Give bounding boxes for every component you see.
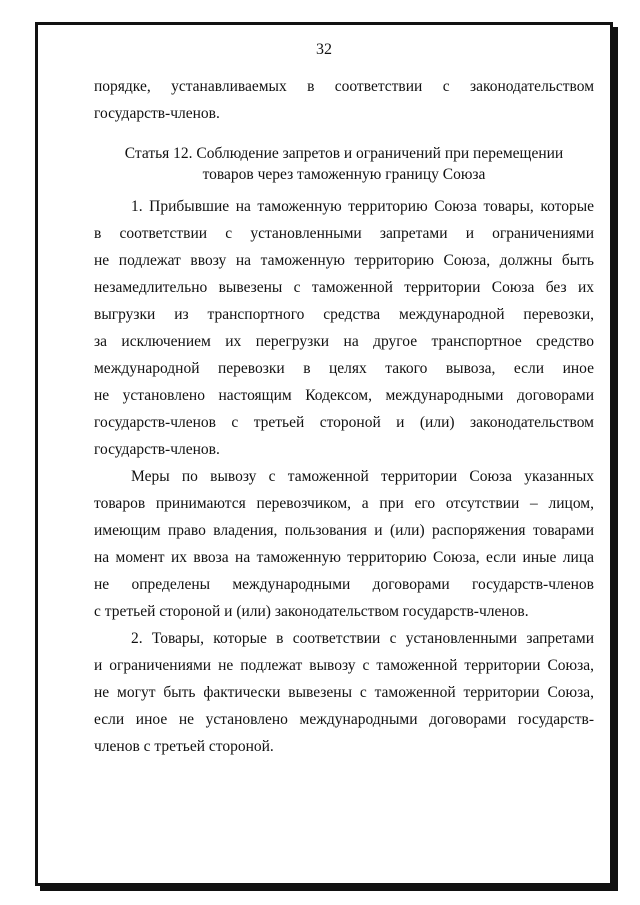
text-line: 2. Товары, которые в соответствии с установленными запретами <box>131 630 594 647</box>
intro-paragraph <box>94 73 594 127</box>
text-line: выгрузки из транспортного средства международной перевозки, <box>94 306 594 323</box>
paragraph-3 <box>94 625 594 760</box>
text-line: за исключением их перегрузки на другое транспортное средство <box>94 333 594 350</box>
text-line: не установлено настоящим Кодексом, международными договорами <box>94 387 594 404</box>
heading-line: Статья 12. Соблюдение запретов и ограничений при перемещении <box>124 145 564 162</box>
text-line: государств-членов. <box>94 441 220 458</box>
text-line: с третьей стороной и (или) законодательством государств-членов. <box>94 603 529 620</box>
text-line: если иное не установлено международными договорами государств- <box>94 711 594 728</box>
text-line: на момент их ввоза на таможенную территорию Союза, если иные лица <box>94 549 594 566</box>
text-line: порядке, устанавливаемых в соответствии с законодательством <box>94 78 594 95</box>
text-line: не определены международными договорами государств-членов <box>94 576 594 593</box>
text-line: государств-членов. <box>94 105 220 122</box>
page-number: 32 <box>316 41 332 58</box>
paragraph-1 <box>94 193 594 463</box>
text-line: имеющим право владения, пользования и (или) распоряжения товарами <box>94 522 594 539</box>
text-line: не могут быть фактически вывезены с таможенной территории Союза, <box>94 684 594 701</box>
text-line: незамедлительно вывезены с таможенной территории Союза без их <box>94 279 594 296</box>
text-line: 1. Прибывшие на таможенную территорию Союза товары, которые <box>131 198 594 215</box>
document-page <box>35 22 613 886</box>
page-content <box>94 73 594 760</box>
text-line: государств-членов с третьей стороной и (или) законодательством <box>94 414 594 431</box>
article-heading <box>94 143 594 185</box>
text-line: и ограничениями не подлежат вывозу с таможенной территории Союза, <box>94 657 594 674</box>
text-line: Меры по вывозу с таможенной территории Союза указанных <box>131 468 594 485</box>
text-line: в соответствии с установленными запретами и ограничениями <box>94 225 594 242</box>
text-line: не подлежат ввозу на таможенную территорию Союза, должны быть <box>94 252 594 269</box>
heading-line: товаров через таможенную границу Союза <box>202 166 486 183</box>
text-line: товаров принимаются перевозчиком, а при его отсутствии – лицом, <box>94 495 594 512</box>
text-line: международной перевозки в целях такого вывоза, если иное <box>94 360 594 377</box>
text-line: членов с третьей стороной. <box>94 738 274 755</box>
paragraph-2 <box>94 463 594 625</box>
